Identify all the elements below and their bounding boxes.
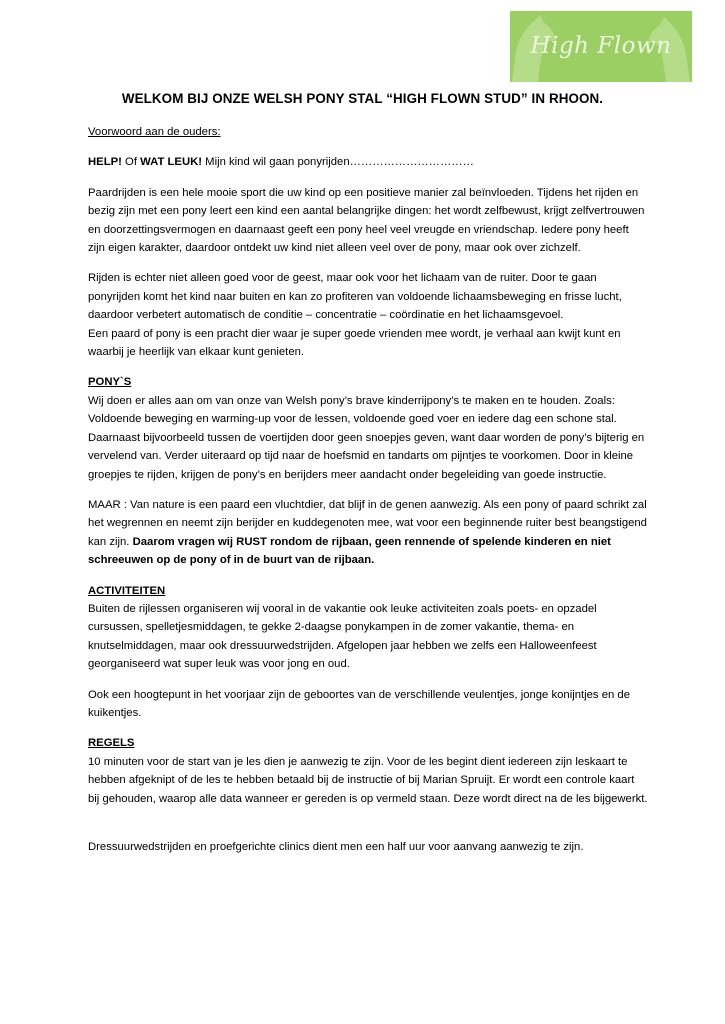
regels-paragraph-2: Dressuurwedstrijden en proefgerichte clinics dient men een half uur voor aanvang aanwezig te zijn. [88,841,584,853]
help-of: Of [121,156,141,169]
activiteiten-paragraph-2: Ook een hoogtepunt in het voorjaar zijn de geboortes van de verschillende veulentjes, jonge konijntjes en de kuikentjes. [88,688,630,719]
ponys-paragraph-2-bold: Daarom vragen wij RUST rondom de rijbaan, geen rennende of spelende kinderen en niet schreeuwen op de pony of in de buurt van de rijbaan. [88,535,611,567]
document-body [88,123,648,868]
intro-heading: Voorwoord aan de ouders: [88,126,221,138]
help-rest: Mijn kind wil gaan ponyrijden…………………………… [202,156,474,169]
activiteiten-paragraph-1: Buiten de rijlessen organiseren wij vooral in de vakantie ook leuke activiteiten zoals poets- en opzadel cursussen, spelletjesmiddagen, te gekke 2-daagse ponykampen in de zomer vakantie, thema- en knutselmiddagen, maar ook dressuurwedstrijden. Afgelopen jaar hebben we zelfs een Halloweenfeest georganiseerd wat super leuk was voor jong en oud. [88,602,597,671]
spacer [88,820,648,838]
ponys-heading: PONY`S [88,376,132,389]
page-title: WELKOM BIJ ONZE WELSH PONY STAL “HIGH FLOWN STUD” IN RHOON. [121,91,604,106]
ponys-paragraph-2-text: MAAR : Van nature is een paard een vluchtdier, dat blijf in de genen aanwezig. Als een pony of paard schrikt zal het wegrennen en neemt zijn berijder en kuddegenoten mee, wat voor een beginnende ruiter best beangstigend kan zijn. [88,498,647,548]
help-bold: HELP! [88,156,122,169]
logo-text: High Flown [530,33,672,59]
activiteiten-heading: ACTIVITEITEN [88,584,166,597]
ponys-paragraph-2 [88,496,648,570]
regels-paragraph-1: 10 minuten voor de start van je les dien je aanwezig te zijn. Voor de les begint dient iedereen zijn leskaart te hebben afgeknipt of de les te hebben betaald bij de instructie of bij Marian Spruijt. Er wordt een controle kaart bij gehouden, waarop alle data wanneer er gereden is op vermeld staan. Deze wordt direct na de les bijgewerkt. [88,755,648,805]
regels-heading: REGELS [88,737,135,750]
intro-paragraph-1: Paardrijden is een hele mooie sport die uw kind op een positieve manier zal beïnvloeden. Tijdens het rijden en bezig zijn met een pony leert een kind een aantal belangrijke dingen: het wordt zelfbewust, krijgt zelfvertrouwen en doorzettingsvermogen en daarnaast geeft een pony heel veel vreugde en vriendschap. Iedere pony heeft zijn eigen karakter, daardoor ontdekt uw kind niet alleen veel over de pony, maar ook over zichzelf. [88,186,645,255]
ponys-paragraph-1: Wij doen er alles aan om van onze van Welsh pony’s brave kinderrijpony’s te maken en te houden. Zoals: Voldoende beweging en warming-up voor de lessen, voldoende goed voer en iedere dag een schone stal. Daarnaast bijvoorbeeld tussen de voertijden door geen snoepjes geven, want daar worden de pony’s bijterig en vervelend van. Verder uiteraard op tijd naar de hoefsmid en tandarts om pijntjes te voorkomen. Door in kleine groepjes te rijden, krijgen de pony’s en berijders meer aandacht onder begeleiding van goede instructie. [88,394,645,481]
help-line [88,153,648,171]
intro-paragraph-2: Rijden is echter niet alleen goed voor de geest, maar ook voor het lichaam van de ruiter. Door te gaan ponyrijden komt het kind naar buiten en kan zo profiteren van voldoende lichaamsbeweging en frisse lucht, daardoor verbetert automatisch de conditie – concentratie – coördinatie en het lichaamsgevoel. [88,272,622,322]
intro-paragraph-3: Een paard of pony is een pracht dier waar je super goede vrienden mee wordt, je verhaal aan kwijt kunt en waarbij je heerlijk van elkaar kunt genieten. [88,327,621,359]
high-flown-logo [510,11,692,82]
help-fun: WAT LEUK! [140,156,203,169]
